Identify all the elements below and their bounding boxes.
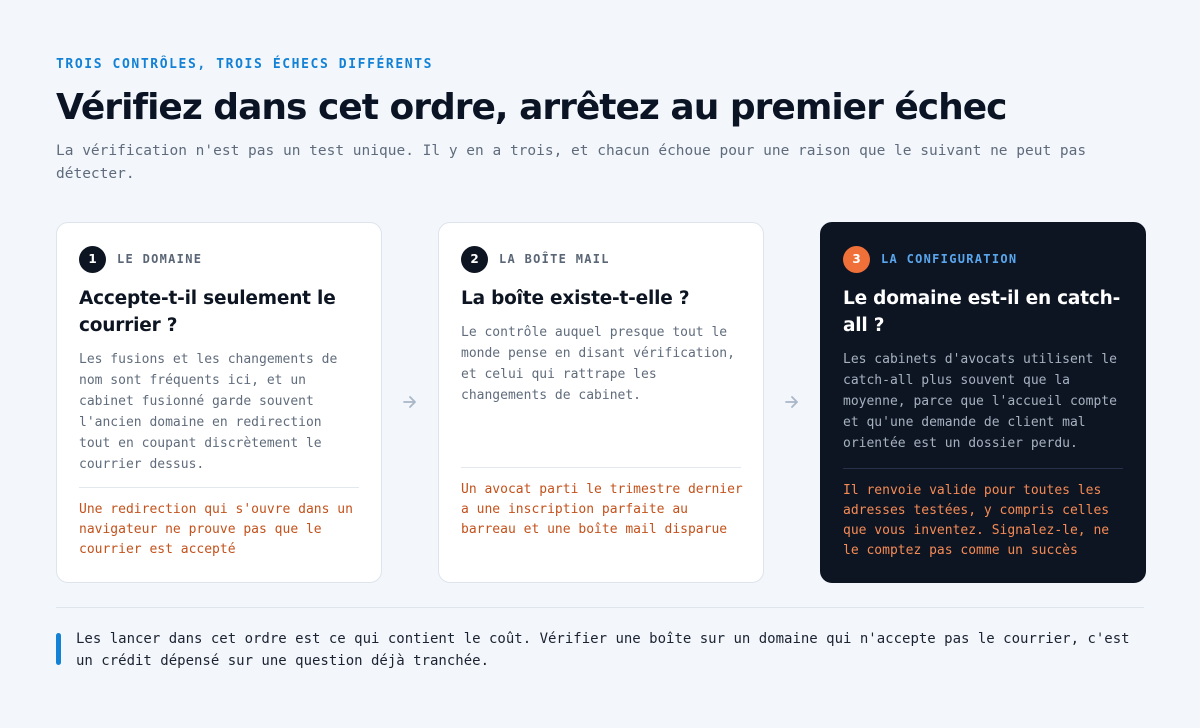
step-number-badge: 2 [461,246,488,273]
section-divider [56,607,1144,608]
step-label: LA BOÎTE MAIL [499,252,610,266]
step-label: LE DOMAINE [117,252,203,266]
step-description: Les cabinets d'avocats utilisent le catch-all plus souvent que la moyenne, parce que l'accueil compte et qu'une demande de client mal orientée est un dossier perdu. [843,352,1117,451]
page [56,56,1144,669]
step-divider [461,467,741,468]
page-title: Vérifiez dans cet ordre, arrêtez au premier échec [56,87,1007,128]
step-card-configuration [820,222,1146,583]
step-label: LA CONFIGURATION [881,252,1018,266]
step-question: La boîte existe-t-elle ? [461,288,690,309]
arrow-right-icon [782,392,802,412]
step-question: Le domaine est-il en catch-all ? [843,288,1121,336]
step-header [843,245,1123,273]
step-number-badge: 3 [843,246,870,273]
step-warning: Une redirection qui s'ouvre dans un navigateur ne prouve pas que le courrier est accepté [79,502,353,557]
step-divider [843,468,1123,469]
steps-row [56,222,1144,583]
step-number-badge: 1 [79,246,106,273]
eyebrow-label: TROIS CONTRÔLES, TROIS ÉCHECS DIFFÉRENTS [56,57,434,72]
callout-accent-bar [56,633,61,665]
step-description: Les fusions et les changements de nom sont fréquents ici, et un cabinet fusionné garde souvent l'ancien domaine en redirection tout en coupant discrètement le courrier dessus. [79,352,338,472]
callout-note [56,628,1144,678]
arrow-right-icon [400,392,420,412]
step-card-mailbox [438,222,764,583]
step-warning: Un avocat parti le trimestre dernier a une inscription parfaite au barreau et une boîte mail disparue [461,482,743,537]
step-warning: Il renvoie valide pour toutes les adresses testées, y compris celles que vous inventez. Signalez-le, ne le comptez pas comme un succès [843,483,1110,558]
step-question: Accepte-t-il seulement le courrier ? [79,288,336,336]
step-header [79,245,359,273]
callout-text: Les lancer dans cet ordre est ce qui contient le coût. Vérifier une boîte sur un domaine qui n'accepte pas le courrier, c'est un crédit dépensé sur une question déjà tranchée. [76,631,1130,669]
step-card-domain [56,222,382,583]
step-header [461,245,741,273]
step-divider [79,487,359,488]
step-description: Le contrôle auquel presque tout le monde pense en disant vérification, et celui qui rattrape les changements de cabinet. [461,325,735,403]
page-subtitle: La vérification n'est pas un test unique. Il y en a trois, et chacun échoue pour une raison que le suivant ne peut pas détecter. [56,143,1087,182]
